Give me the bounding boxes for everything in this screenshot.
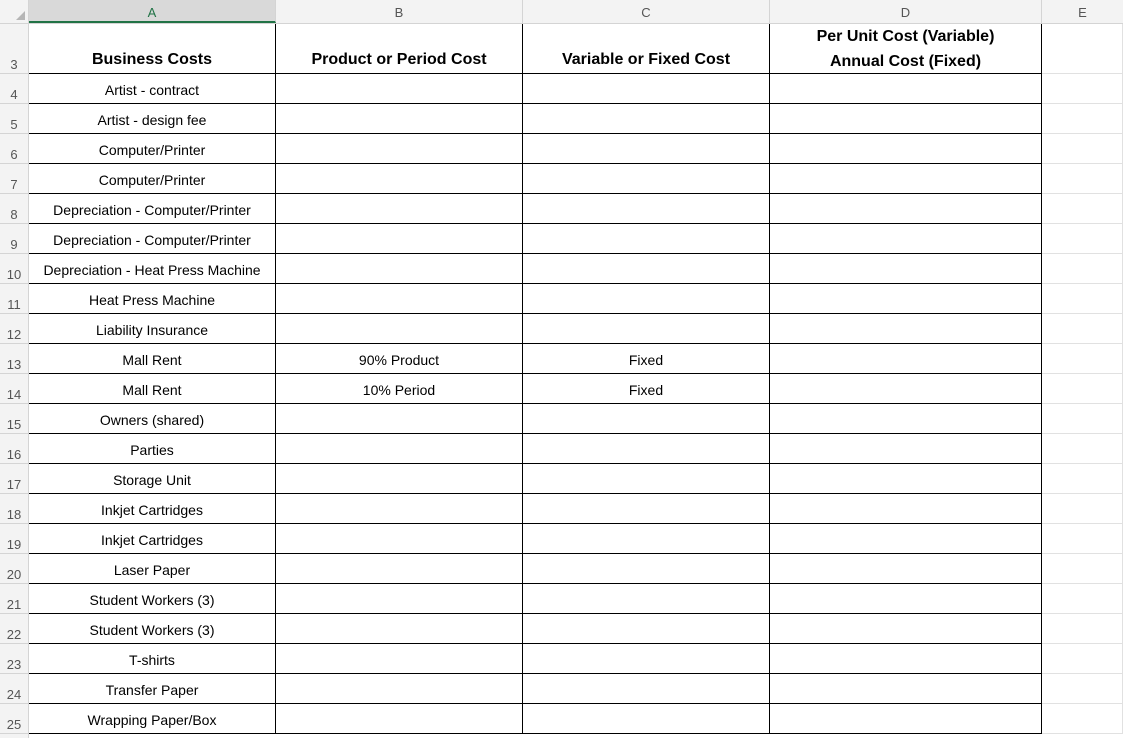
cell-business-cost[interactable]: Heat Press Machine xyxy=(29,284,276,314)
cell-product-or-period[interactable] xyxy=(276,434,523,464)
cell-business-cost[interactable]: Computer/Printer xyxy=(29,164,276,194)
header-per-unit-line: Per Unit Cost (Variable) xyxy=(816,27,995,45)
cell-column-e[interactable] xyxy=(1042,464,1123,494)
cell-business-cost[interactable]: Inkjet Cartridges xyxy=(29,524,276,554)
cell-column-e[interactable] xyxy=(1042,164,1123,194)
cell-business-cost[interactable]: Student Workers (3) xyxy=(29,614,276,644)
cell-column-e[interactable] xyxy=(1042,584,1123,614)
cell-per-unit-annual[interactable] xyxy=(770,584,1042,614)
cell-variable-or-fixed[interactable] xyxy=(523,524,770,554)
column-header-b[interactable]: B xyxy=(276,0,523,23)
cell-per-unit-annual[interactable] xyxy=(770,494,1042,524)
cell-per-unit-annual[interactable] xyxy=(770,674,1042,704)
cell-variable-or-fixed[interactable]: Fixed xyxy=(523,344,770,374)
cell-variable-or-fixed[interactable] xyxy=(523,224,770,254)
cell-column-e[interactable] xyxy=(1042,644,1123,674)
cell-product-or-period[interactable] xyxy=(276,284,523,314)
cell-business-cost[interactable]: Laser Paper xyxy=(29,554,276,584)
cell-product-or-period[interactable]: 90% Product xyxy=(276,344,523,374)
row-header-5[interactable]: 5 xyxy=(0,104,28,134)
cell-business-cost[interactable]: Depreciation - Computer/Printer xyxy=(29,194,276,224)
cell-column-e[interactable] xyxy=(1042,134,1123,164)
cell-business-cost[interactable]: Mall Rent xyxy=(29,374,276,404)
cell-variable-or-fixed[interactable] xyxy=(523,314,770,344)
cell-column-e[interactable] xyxy=(1042,104,1123,134)
row-header-14[interactable]: 14 xyxy=(0,374,28,404)
cell-per-unit-annual[interactable] xyxy=(770,644,1042,674)
cell-variable-or-fixed[interactable] xyxy=(523,554,770,584)
cell-column-e[interactable] xyxy=(1042,404,1123,434)
row-header-4[interactable]: 4 xyxy=(0,74,28,104)
cell-column-e[interactable] xyxy=(1042,224,1123,254)
cell-column-e[interactable] xyxy=(1042,674,1123,704)
row-header-17[interactable]: 17 xyxy=(0,464,28,494)
cell-business-cost[interactable]: Artist - design fee xyxy=(29,104,276,134)
cell-column-e[interactable] xyxy=(1042,554,1123,584)
row-header-16[interactable]: 16 xyxy=(0,434,28,464)
row-header-18[interactable]: 18 xyxy=(0,494,28,524)
cell-business-cost[interactable]: Liability Insurance xyxy=(29,314,276,344)
cell-variable-or-fixed[interactable] xyxy=(523,584,770,614)
cell-product-or-period[interactable] xyxy=(276,254,523,284)
cell-column-e[interactable] xyxy=(1042,254,1123,284)
cell-per-unit-annual[interactable] xyxy=(770,254,1042,284)
cell-per-unit-annual[interactable] xyxy=(770,464,1042,494)
row-header-19[interactable]: 19 xyxy=(0,524,28,554)
cell-column-e[interactable] xyxy=(1042,494,1123,524)
cell-product-or-period[interactable] xyxy=(276,314,523,344)
cell-per-unit-annual[interactable] xyxy=(770,104,1042,134)
select-all-triangle-icon xyxy=(16,11,25,20)
cell-per-unit-annual[interactable] xyxy=(770,704,1042,734)
row-header-9[interactable]: 9 xyxy=(0,224,28,254)
cell-column-e[interactable] xyxy=(1042,704,1123,734)
row-header-12[interactable]: 12 xyxy=(0,314,28,344)
row-header-22[interactable]: 22 xyxy=(0,614,28,644)
cell-per-unit-annual[interactable] xyxy=(770,284,1042,314)
cell-variable-or-fixed[interactable] xyxy=(523,74,770,104)
cell-business-cost[interactable]: Wrapping Paper/Box xyxy=(29,704,276,734)
cell-product-or-period[interactable] xyxy=(276,554,523,584)
column-header-e[interactable]: E xyxy=(1078,5,1087,20)
cell-variable-or-fixed[interactable] xyxy=(523,704,770,734)
cell-business-cost[interactable]: Owners (shared) xyxy=(29,404,276,434)
cell-variable-or-fixed[interactable] xyxy=(523,674,770,704)
cell-per-unit-annual[interactable] xyxy=(770,194,1042,224)
row-header-15[interactable]: 15 xyxy=(0,404,28,434)
cell-variable-or-fixed[interactable] xyxy=(523,644,770,674)
cell-business-cost[interactable]: Student Workers (3) xyxy=(29,584,276,614)
cell-product-or-period[interactable] xyxy=(276,164,523,194)
cell-variable-or-fixed[interactable]: Fixed xyxy=(523,374,770,404)
cell-product-or-period[interactable] xyxy=(276,224,523,254)
cell-variable-or-fixed[interactable] xyxy=(523,464,770,494)
cell-variable-or-fixed[interactable] xyxy=(523,134,770,164)
row-header-24[interactable]: 24 xyxy=(0,674,28,704)
cell-per-unit-annual[interactable] xyxy=(770,164,1042,194)
cell-business-cost[interactable]: Mall Rent xyxy=(29,344,276,374)
cell-e3[interactable] xyxy=(1042,24,1123,74)
header-variable-or-fixed-cost[interactable]: Variable or Fixed Cost xyxy=(523,24,770,74)
header-product-or-period-cost[interactable]: Product or Period Cost xyxy=(276,24,523,74)
row-header-10[interactable]: 10 xyxy=(0,254,28,284)
header-annual-cost-line: Annual Cost (Fixed) xyxy=(829,52,982,70)
header-business-costs[interactable]: Business Costs xyxy=(29,24,276,74)
cell-per-unit-annual[interactable] xyxy=(770,524,1042,554)
cell-product-or-period[interactable] xyxy=(276,464,523,494)
cell-per-unit-annual[interactable] xyxy=(770,314,1042,344)
cell-product-or-period[interactable] xyxy=(276,194,523,224)
row-header-7[interactable]: 7 xyxy=(0,164,28,194)
row-header-11[interactable]: 11 xyxy=(0,284,28,314)
cell-variable-or-fixed[interactable] xyxy=(523,164,770,194)
cell-product-or-period[interactable] xyxy=(276,614,523,644)
cell-column-e[interactable] xyxy=(1042,614,1123,644)
cell-variable-or-fixed[interactable] xyxy=(523,614,770,644)
row-header-8[interactable]: 8 xyxy=(0,194,28,224)
row-header-bar xyxy=(0,24,29,738)
cell-product-or-period[interactable]: 10% Period xyxy=(276,374,523,404)
row-header-3[interactable]: 3 xyxy=(0,24,28,74)
row-header-23[interactable]: 23 xyxy=(0,644,28,674)
cell-per-unit-annual[interactable] xyxy=(770,134,1042,164)
cell-column-e[interactable] xyxy=(1042,284,1123,314)
cell-variable-or-fixed[interactable] xyxy=(523,194,770,224)
cell-product-or-period[interactable] xyxy=(276,104,523,134)
cell-business-cost[interactable]: Depreciation - Heat Press Machine xyxy=(29,254,276,284)
cell-product-or-period[interactable] xyxy=(276,704,523,734)
cell-per-unit-annual[interactable] xyxy=(770,344,1042,374)
cell-variable-or-fixed[interactable] xyxy=(523,404,770,434)
cell-product-or-period[interactable] xyxy=(276,644,523,674)
select-all-corner[interactable] xyxy=(0,0,29,23)
column-header-c[interactable]: C xyxy=(523,0,770,23)
cell-variable-or-fixed[interactable] xyxy=(523,494,770,524)
cell-product-or-period[interactable] xyxy=(276,524,523,554)
cell-column-e[interactable] xyxy=(1042,524,1123,554)
cell-business-cost[interactable]: Parties xyxy=(29,434,276,464)
column-header-d[interactable]: D xyxy=(770,0,1042,23)
cell-business-cost[interactable]: Transfer Paper xyxy=(29,674,276,704)
cell-product-or-period[interactable] xyxy=(276,494,523,524)
row-header-25[interactable]: 25 xyxy=(0,704,28,734)
cell-business-cost[interactable]: Storage Unit xyxy=(29,464,276,494)
cell-per-unit-annual[interactable] xyxy=(770,404,1042,434)
cell-variable-or-fixed[interactable] xyxy=(523,254,770,284)
header-per-unit-annual-cost[interactable] xyxy=(770,24,1042,74)
row-header-6[interactable]: 6 xyxy=(0,134,28,164)
cell-variable-or-fixed[interactable] xyxy=(523,104,770,134)
cell-column-e[interactable] xyxy=(1042,314,1123,344)
cell-business-cost[interactable]: Artist - contract xyxy=(29,74,276,104)
cell-per-unit-annual[interactable] xyxy=(770,434,1042,464)
cell-product-or-period[interactable] xyxy=(276,74,523,104)
row-header-21[interactable]: 21 xyxy=(0,584,28,614)
cell-column-e[interactable] xyxy=(1042,74,1123,104)
cell-column-e[interactable] xyxy=(1042,434,1123,464)
cell-product-or-period[interactable] xyxy=(276,674,523,704)
cell-per-unit-annual[interactable] xyxy=(770,374,1042,404)
cell-product-or-period[interactable] xyxy=(276,134,523,164)
cell-business-cost[interactable]: Inkjet Cartridges xyxy=(29,494,276,524)
cell-per-unit-annual[interactable] xyxy=(770,554,1042,584)
column-header-a[interactable]: A xyxy=(29,0,276,23)
cell-per-unit-annual[interactable] xyxy=(770,224,1042,254)
row-header-13[interactable]: 13 xyxy=(0,344,28,374)
column-header-bar xyxy=(0,0,1123,24)
cell-per-unit-annual[interactable] xyxy=(770,74,1042,104)
row-header-20[interactable]: 20 xyxy=(0,554,28,584)
cell-column-e[interactable] xyxy=(1042,374,1123,404)
cell-business-cost[interactable]: T-shirts xyxy=(29,644,276,674)
cell-product-or-period[interactable] xyxy=(276,404,523,434)
cell-business-cost[interactable]: Depreciation - Computer/Printer xyxy=(29,224,276,254)
cell-business-cost[interactable]: Computer/Printer xyxy=(29,134,276,164)
cell-per-unit-annual[interactable] xyxy=(770,614,1042,644)
cell-variable-or-fixed[interactable] xyxy=(523,434,770,464)
cell-variable-or-fixed[interactable] xyxy=(523,284,770,314)
cell-column-e[interactable] xyxy=(1042,194,1123,224)
cell-product-or-period[interactable] xyxy=(276,584,523,614)
cell-column-e[interactable] xyxy=(1042,344,1123,374)
